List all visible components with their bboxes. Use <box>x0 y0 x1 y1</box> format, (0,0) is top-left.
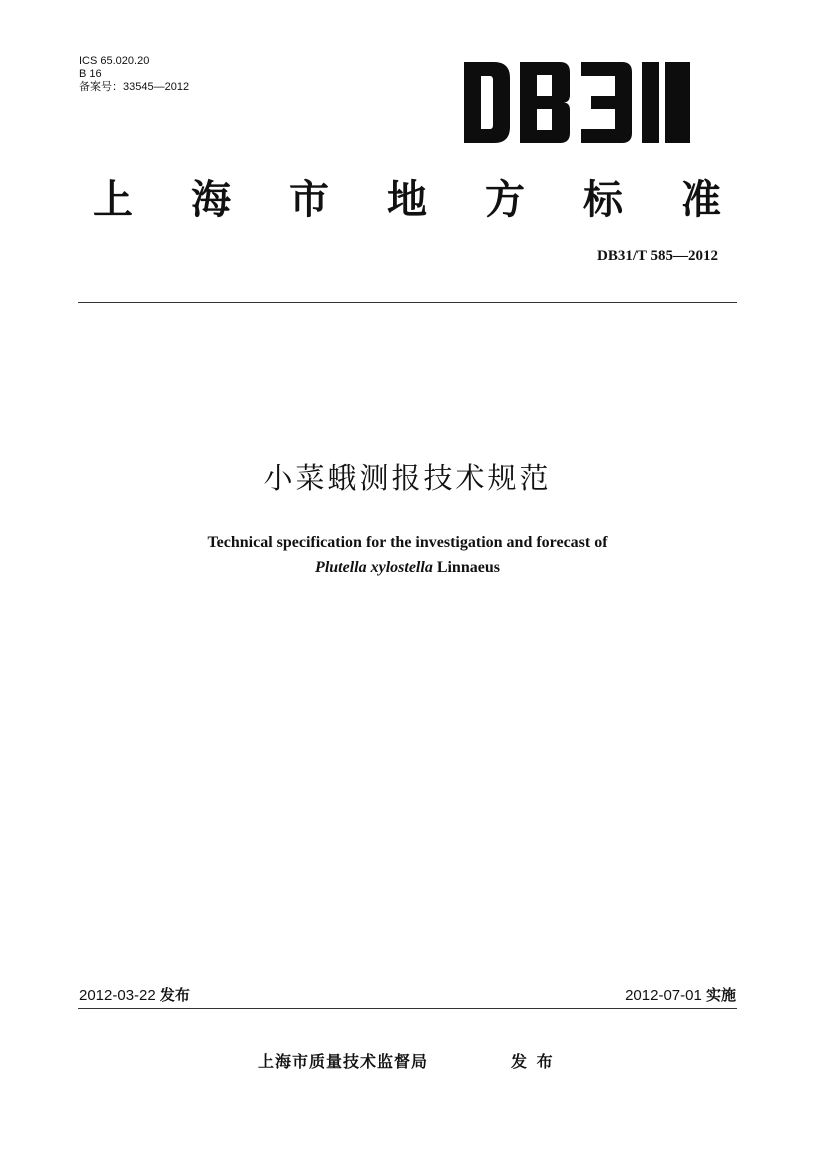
footer-divider <box>78 1008 737 1009</box>
title-en-line1: Technical specification for the investigation and forecast of <box>207 534 608 551</box>
standard-number: DB31/T 585—2012 <box>597 248 718 264</box>
species-name: Plutella xylostella <box>315 559 433 576</box>
ccs-code: B 16 <box>79 68 102 80</box>
standard-type-char: 方 <box>485 177 525 223</box>
standard-type-char: 海 <box>191 177 231 223</box>
header-divider <box>78 302 737 303</box>
document-title-cn: 小菜蛾测报技术规范 <box>263 461 552 495</box>
implementation-date-line <box>625 984 736 1005</box>
implementation-date: 2012-07-01 <box>625 987 702 1004</box>
document-metadata <box>79 55 189 94</box>
document-title-en <box>0 530 815 580</box>
standard-type-title <box>0 168 815 223</box>
issue-label: 发布 <box>159 986 190 1004</box>
record-number: 备案号：33545—2012 <box>79 81 190 93</box>
title-en-line2 <box>0 555 815 580</box>
ics-code: ICS 65.020.20 <box>79 55 150 67</box>
issue-date-line <box>79 984 190 1005</box>
standard-type-char: 上 <box>93 177 133 223</box>
species-author: Linnaeus <box>436 559 500 576</box>
issuer-action: 发 布 <box>511 1052 555 1071</box>
issue-date: 2012-03-22 <box>79 987 156 1004</box>
implementation-label: 实施 <box>705 986 736 1004</box>
standard-type-char: 准 <box>681 177 721 223</box>
db31-logo <box>464 62 690 143</box>
standard-type-char: 市 <box>289 177 329 223</box>
issuer-name: 上海市质量技术监督局 <box>258 1052 429 1071</box>
standard-type-char: 地 <box>387 177 427 223</box>
standard-type-char: 标 <box>583 177 623 223</box>
